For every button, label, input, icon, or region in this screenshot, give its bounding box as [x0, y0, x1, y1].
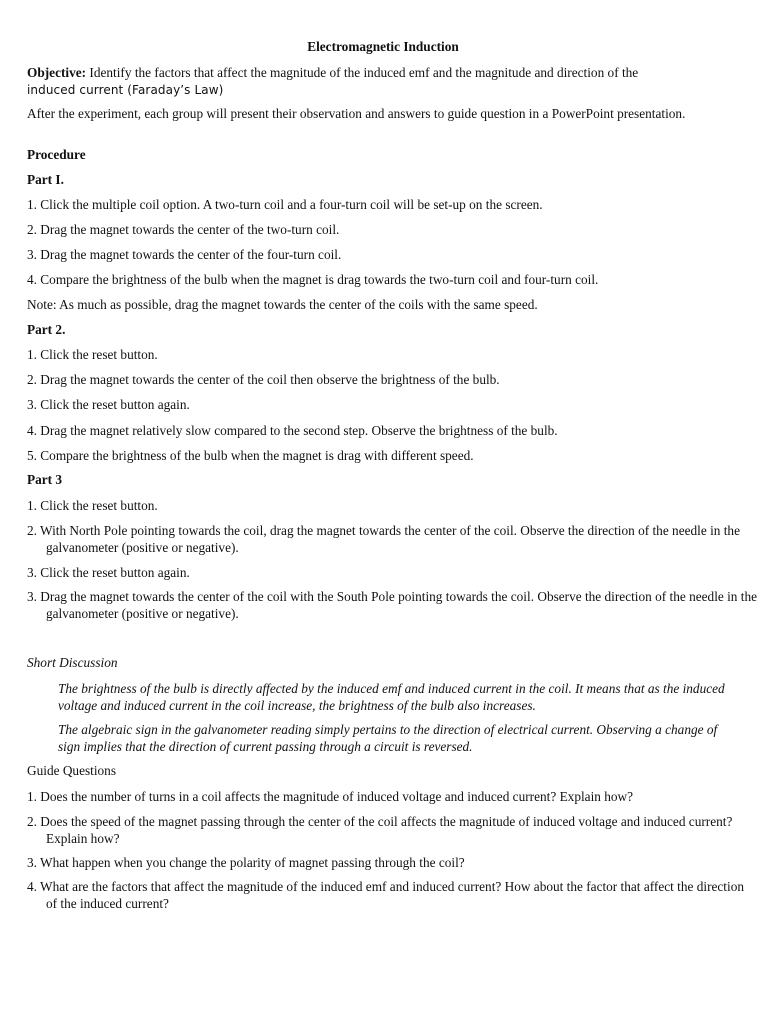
objective	[27, 64, 739, 99]
guide-question: 1. Does the number of turns in a coil affects the magnitude of induced voltage and induced current? Explain how?	[27, 789, 634, 804]
guide-questions-heading: Guide Questions	[27, 763, 117, 778]
intro-paragraph: After the experiment, each group will present their observation and answers to guide question in a PowerPoint presentation.	[27, 106, 686, 121]
discussion-paragraph: The brightness of the bulb is directly affected by the induced emf and induced current in the coil. It means that as the induced voltage and induced current in the coil increase, the brightness of the bulb also increases.	[58, 681, 725, 713]
part1-step: 3. Drag the magnet towards the center of the four-turn coil.	[27, 247, 342, 262]
part2-step: 1. Click the reset button.	[27, 347, 158, 362]
part3-step: 3. Click the reset button again.	[27, 565, 190, 580]
part1-step: 4. Compare the brightness of the bulb when the magnet is drag towards the two-turn coil and four-turn coil.	[27, 272, 599, 287]
part1-heading: Part I.	[27, 172, 64, 187]
part2-heading: Part 2.	[27, 322, 66, 337]
guide-question: 4. What are the factors that affect the magnitude of the induced emf and induced current? How about the factor that affect the direction of the induced current?	[27, 879, 744, 911]
part3-step: 1. Click the reset button.	[27, 498, 158, 513]
guide-question: 3. What happen when you change the polarity of magnet passing through the coil?	[27, 855, 465, 870]
guide-question: 2. Does the speed of the magnet passing through the center of the coil affects the magnitude of induced voltage and induced current? Explain how?	[27, 814, 733, 846]
discussion-paragraph: The algebraic sign in the galvanometer reading simply pertains to the direction of electrical current. Observing a change of sign implies that the direction of current passing through a circuit is reversed.	[58, 722, 718, 754]
part2-step: 4. Drag the magnet relatively slow compared to the second step. Observe the brightness of the bulb.	[27, 423, 558, 438]
short-discussion-heading: Short Discussion	[27, 655, 118, 670]
document-title: Electromagnetic Induction	[307, 39, 459, 54]
objective-text-line2: induced current (Faraday’s Law)	[27, 83, 224, 97]
procedure-heading: Procedure	[27, 147, 86, 162]
part1-step: 1. Click the multiple coil option. A two-turn coil and a four-turn coil will be set-up on the screen.	[27, 197, 543, 212]
objective-label: Objective:	[27, 65, 87, 80]
part1-step: 2. Drag the magnet towards the center of the two-turn coil.	[27, 222, 340, 237]
part2-step: 3. Click the reset button again.	[27, 397, 190, 412]
objective-text: Identify the factors that affect the magnitude of the induced emf and the magnitude and direction of the	[86, 65, 639, 80]
part3-step: 3. Drag the magnet towards the center of the coil with the South Pole pointing towards the coil. Observe the direction of the needle in the galvanometer (positive or negative).	[27, 589, 758, 621]
part2-step: 2. Drag the magnet towards the center of the coil then observe the brightness of the bulb.	[27, 372, 500, 387]
part1-note: Note: As much as possible, drag the magnet towards the center of the coils with the same speed.	[27, 297, 538, 312]
part3-heading: Part 3	[27, 472, 63, 487]
part3-step: 2. With North Pole pointing towards the coil, drag the magnet towards the center of the coil. Observe the direction of the needle in the galvanometer (positive or negative).	[27, 523, 740, 555]
part2-step: 5. Compare the brightness of the bulb when the magnet is drag with different speed.	[27, 448, 474, 463]
